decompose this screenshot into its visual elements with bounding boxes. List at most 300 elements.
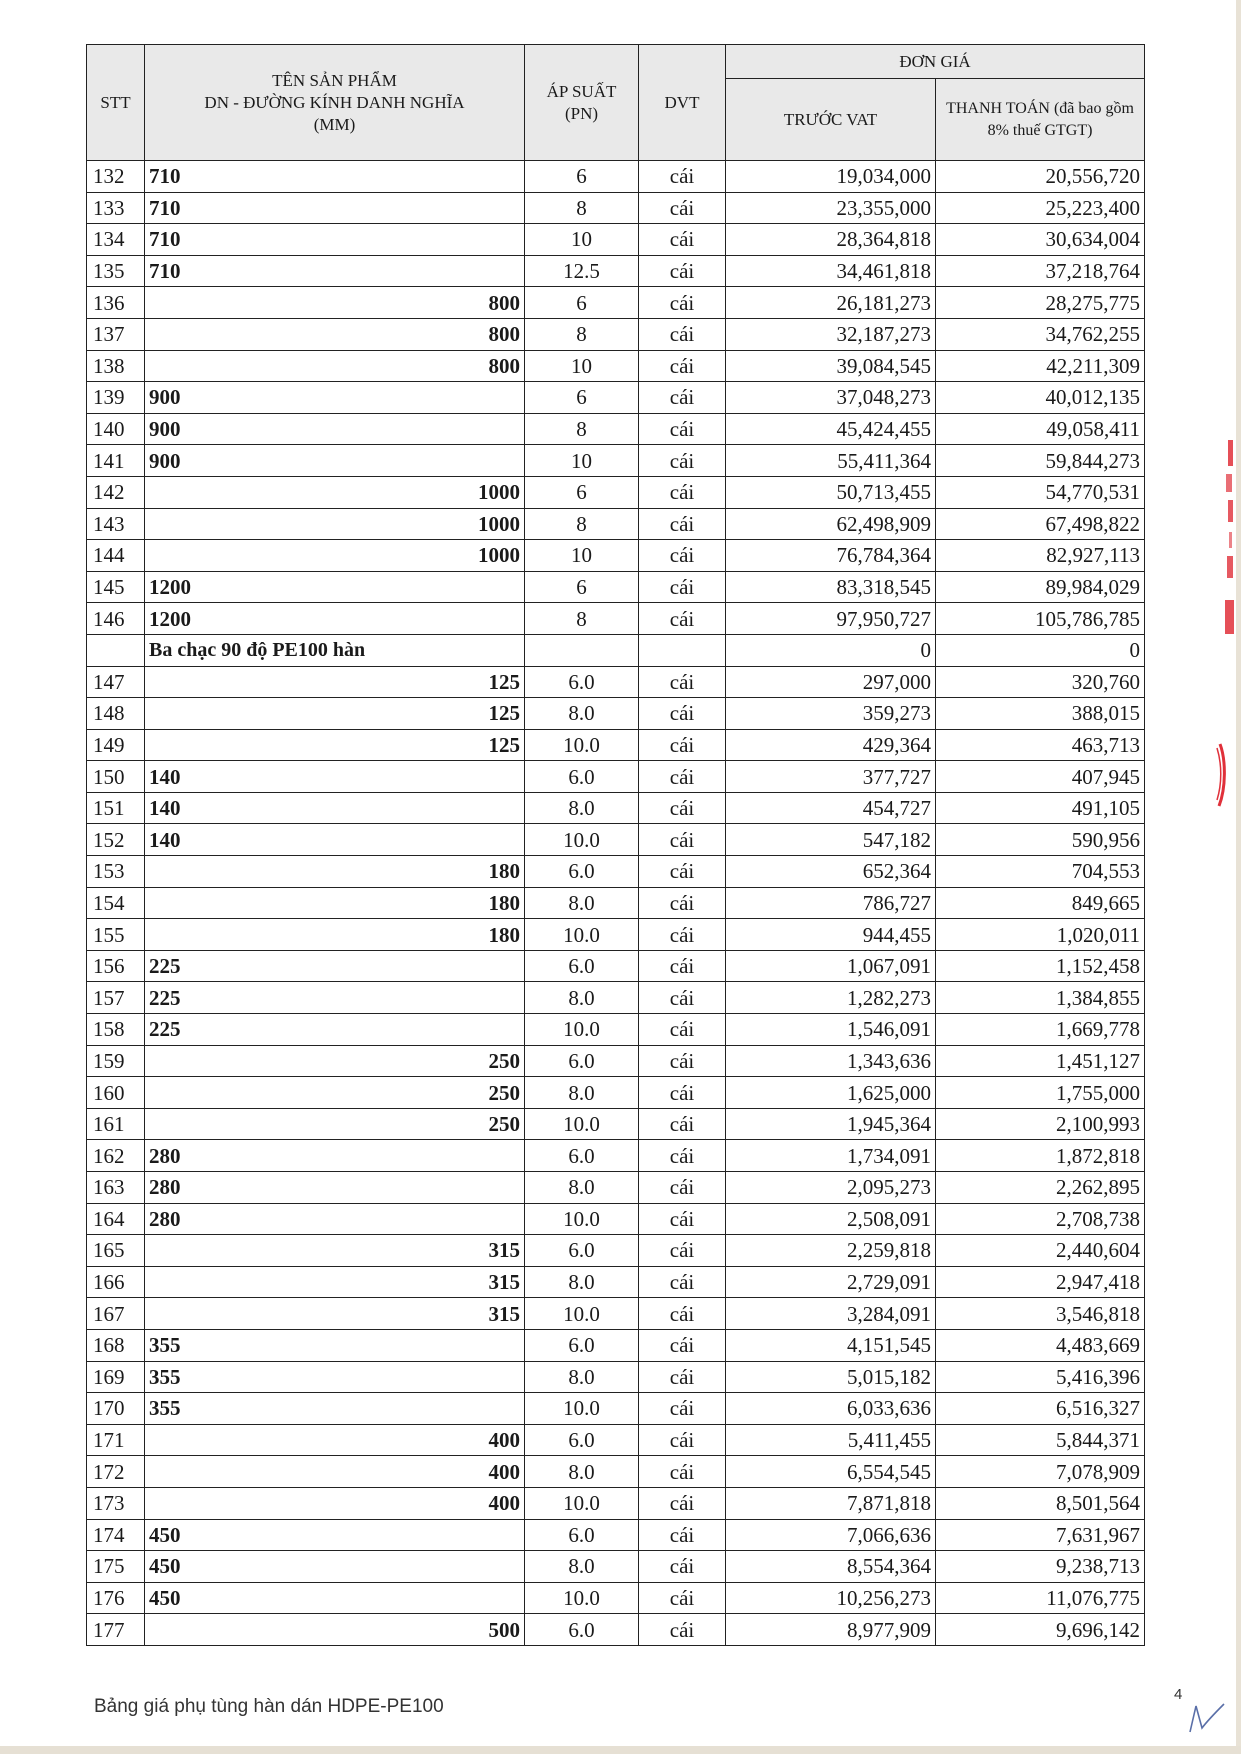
- price-payment-cell: 1,020,011: [936, 919, 1145, 951]
- table-row: [87, 1108, 1145, 1140]
- pressure-cell: 8.0: [525, 887, 639, 919]
- price-payment-cell: 54,770,531: [936, 476, 1145, 508]
- table-row: [87, 287, 1145, 319]
- table-body: [87, 161, 1145, 1646]
- dn-cell: 450: [145, 1551, 525, 1583]
- stt-cell: 145: [87, 571, 145, 603]
- table-row: [87, 445, 1145, 477]
- unit-cell: cái: [639, 1551, 726, 1583]
- stt-cell: [87, 634, 145, 666]
- price-payment-cell: 7,078,909: [936, 1456, 1145, 1488]
- footer-title: Bảng giá phụ tùng hàn dán HDPE-PE100: [94, 1696, 444, 1717]
- unit-cell: cái: [639, 887, 726, 919]
- price-payment-cell: 6,516,327: [936, 1393, 1145, 1425]
- dn-cell: 1000: [145, 508, 525, 540]
- price-before-vat-cell: 55,411,364: [726, 445, 936, 477]
- unit-cell: cái: [639, 445, 726, 477]
- pressure-cell: 10.0: [525, 919, 639, 951]
- pressure-cell: 10: [525, 540, 639, 572]
- price-before-vat-cell: 10,256,273: [726, 1582, 936, 1614]
- unit-cell: cái: [639, 255, 726, 287]
- table-row: [87, 824, 1145, 856]
- price-before-vat-cell: 377,727: [726, 761, 936, 793]
- pressure-cell: 10.0: [525, 1203, 639, 1235]
- price-before-vat-cell: 2,508,091: [726, 1203, 936, 1235]
- price-before-vat-cell: 5,411,455: [726, 1424, 936, 1456]
- dn-cell: 400: [145, 1424, 525, 1456]
- price-before-vat-cell: 1,625,000: [726, 1077, 936, 1109]
- price-before-vat-cell: 7,066,636: [726, 1519, 936, 1551]
- price-before-vat-cell: 0: [726, 634, 936, 666]
- unit-cell: cái: [639, 413, 726, 445]
- stt-cell: 152: [87, 824, 145, 856]
- table-row: [87, 792, 1145, 824]
- stt-cell: 150: [87, 761, 145, 793]
- dn-cell: 180: [145, 919, 525, 951]
- price-payment-cell: 59,844,273: [936, 445, 1145, 477]
- price-payment-cell: 20,556,720: [936, 161, 1145, 193]
- price-payment-cell: 4,483,669: [936, 1329, 1145, 1361]
- price-payment-cell: 1,755,000: [936, 1077, 1145, 1109]
- header-payment: THANH TOÁN (đã bao gồm 8% thuế GTGT): [936, 79, 1145, 161]
- price-payment-cell: 8,501,564: [936, 1487, 1145, 1519]
- table-row: [87, 666, 1145, 698]
- stt-cell: 164: [87, 1203, 145, 1235]
- unit-cell: cái: [639, 1140, 726, 1172]
- stt-cell: 143: [87, 508, 145, 540]
- dn-cell: 280: [145, 1172, 525, 1204]
- price-before-vat-cell: 50,713,455: [726, 476, 936, 508]
- unit-cell: cái: [639, 603, 726, 635]
- table-row: [87, 1456, 1145, 1488]
- price-payment-cell: 2,100,993: [936, 1108, 1145, 1140]
- stt-cell: 167: [87, 1298, 145, 1330]
- table-row: [87, 1203, 1145, 1235]
- stt-cell: 174: [87, 1519, 145, 1551]
- price-payment-cell: 2,262,895: [936, 1172, 1145, 1204]
- table-row: [87, 1582, 1145, 1614]
- unit-cell: cái: [639, 1393, 726, 1425]
- price-before-vat-cell: 26,181,273: [726, 287, 936, 319]
- pressure-cell: 6.0: [525, 1045, 639, 1077]
- unit-cell: cái: [639, 508, 726, 540]
- stt-cell: 148: [87, 698, 145, 730]
- price-payment-cell: 388,015: [936, 698, 1145, 730]
- dn-cell: 500: [145, 1614, 525, 1646]
- header-stt: STT: [87, 45, 145, 161]
- dn-cell: 800: [145, 287, 525, 319]
- dn-cell: 315: [145, 1235, 525, 1267]
- price-before-vat-cell: 5,015,182: [726, 1361, 936, 1393]
- dn-cell: 1200: [145, 571, 525, 603]
- unit-cell: cái: [639, 287, 726, 319]
- unit-cell: cái: [639, 1298, 726, 1330]
- price-payment-cell: 463,713: [936, 729, 1145, 761]
- table-row: [87, 1519, 1145, 1551]
- table-row: [87, 950, 1145, 982]
- unit-cell: [639, 634, 726, 666]
- pressure-cell: 6.0: [525, 1140, 639, 1172]
- dn-cell: 315: [145, 1266, 525, 1298]
- unit-cell: cái: [639, 1203, 726, 1235]
- price-before-vat-cell: 97,950,727: [726, 603, 936, 635]
- price-before-vat-cell: 1,282,273: [726, 982, 936, 1014]
- price-before-vat-cell: 37,048,273: [726, 382, 936, 414]
- price-payment-cell: 40,012,135: [936, 382, 1145, 414]
- table-row: [87, 1014, 1145, 1046]
- table-row: [87, 224, 1145, 256]
- price-payment-cell: 2,947,418: [936, 1266, 1145, 1298]
- dn-cell: 125: [145, 666, 525, 698]
- unit-cell: cái: [639, 950, 726, 982]
- dn-cell: 225: [145, 950, 525, 982]
- price-before-vat-cell: 454,727: [726, 792, 936, 824]
- price-payment-cell: 2,440,604: [936, 1235, 1145, 1267]
- unit-cell: cái: [639, 1014, 726, 1046]
- table-header: [87, 45, 1145, 161]
- dn-cell: 180: [145, 856, 525, 888]
- price-payment-cell: 0: [936, 634, 1145, 666]
- pressure-cell: 10.0: [525, 1108, 639, 1140]
- price-payment-cell: 320,760: [936, 666, 1145, 698]
- pressure-cell: 8: [525, 192, 639, 224]
- unit-cell: cái: [639, 919, 726, 951]
- header-product-line1: TÊN SẢN PHẨM: [272, 70, 397, 90]
- stt-cell: 147: [87, 666, 145, 698]
- stt-cell: 171: [87, 1424, 145, 1456]
- dn-cell: 250: [145, 1077, 525, 1109]
- table-row: [87, 476, 1145, 508]
- pressure-cell: 10: [525, 224, 639, 256]
- unit-cell: cái: [639, 1519, 726, 1551]
- unit-cell: cái: [639, 161, 726, 193]
- pressure-cell: 6.0: [525, 1329, 639, 1361]
- price-payment-cell: 67,498,822: [936, 508, 1145, 540]
- table-row: [87, 856, 1145, 888]
- stt-cell: 140: [87, 413, 145, 445]
- price-payment-cell: 9,238,713: [936, 1551, 1145, 1583]
- price-before-vat-cell: 547,182: [726, 824, 936, 856]
- price-payment-cell: 25,223,400: [936, 192, 1145, 224]
- pressure-cell: 10.0: [525, 1582, 639, 1614]
- unit-cell: cái: [639, 1266, 726, 1298]
- pressure-cell: 8.0: [525, 1266, 639, 1298]
- price-before-vat-cell: 6,033,636: [726, 1393, 936, 1425]
- stt-cell: 156: [87, 950, 145, 982]
- price-payment-cell: 42,211,309: [936, 350, 1145, 382]
- price-table: [86, 44, 1145, 1646]
- stt-cell: 133: [87, 192, 145, 224]
- stt-cell: 144: [87, 540, 145, 572]
- stt-cell: 170: [87, 1393, 145, 1425]
- price-payment-cell: 1,384,855: [936, 982, 1145, 1014]
- pressure-cell: 6: [525, 476, 639, 508]
- price-before-vat-cell: 83,318,545: [726, 571, 936, 603]
- table-row: [87, 1172, 1145, 1204]
- table-row: [87, 1235, 1145, 1267]
- stt-cell: 159: [87, 1045, 145, 1077]
- header-product: [145, 45, 525, 161]
- pressure-cell: 8: [525, 318, 639, 350]
- unit-cell: cái: [639, 1108, 726, 1140]
- pressure-cell: 6: [525, 287, 639, 319]
- table-row: [87, 1140, 1145, 1172]
- price-before-vat-cell: 1,945,364: [726, 1108, 936, 1140]
- stt-cell: 134: [87, 224, 145, 256]
- pressure-cell: 8.0: [525, 1077, 639, 1109]
- unit-cell: cái: [639, 1582, 726, 1614]
- pressure-cell: 8.0: [525, 1456, 639, 1488]
- pressure-cell: 8: [525, 413, 639, 445]
- unit-cell: cái: [639, 1172, 726, 1204]
- pressure-cell: 6: [525, 161, 639, 193]
- stt-cell: 163: [87, 1172, 145, 1204]
- table-row: [87, 192, 1145, 224]
- red-pen-mark: [1216, 740, 1230, 810]
- table-row: [87, 1424, 1145, 1456]
- dn-cell: 710: [145, 192, 525, 224]
- dn-cell: 140: [145, 792, 525, 824]
- unit-cell: cái: [639, 856, 726, 888]
- price-before-vat-cell: 1,343,636: [726, 1045, 936, 1077]
- pressure-cell: 10.0: [525, 1393, 639, 1425]
- scan-bottom-edge: [0, 1746, 1241, 1754]
- stt-cell: 135: [87, 255, 145, 287]
- stt-cell: 175: [87, 1551, 145, 1583]
- unit-cell: cái: [639, 1361, 726, 1393]
- price-payment-cell: 28,275,775: [936, 287, 1145, 319]
- pressure-cell: 10: [525, 350, 639, 382]
- header-pressure: [525, 45, 639, 161]
- dn-cell: 710: [145, 255, 525, 287]
- price-payment-cell: 5,416,396: [936, 1361, 1145, 1393]
- price-payment-cell: 11,076,775: [936, 1582, 1145, 1614]
- table-row: [87, 318, 1145, 350]
- price-payment-cell: 105,786,785: [936, 603, 1145, 635]
- pressure-cell: 6: [525, 571, 639, 603]
- group-header-row: [87, 634, 1145, 666]
- unit-cell: cái: [639, 1456, 726, 1488]
- stt-cell: 177: [87, 1614, 145, 1646]
- stt-cell: 176: [87, 1582, 145, 1614]
- dn-cell: 710: [145, 224, 525, 256]
- unit-cell: cái: [639, 982, 726, 1014]
- unit-cell: cái: [639, 792, 726, 824]
- unit-cell: cái: [639, 761, 726, 793]
- stt-cell: 153: [87, 856, 145, 888]
- price-before-vat-cell: 3,284,091: [726, 1298, 936, 1330]
- unit-cell: cái: [639, 318, 726, 350]
- pressure-cell: 8.0: [525, 792, 639, 824]
- pressure-cell: 8.0: [525, 1551, 639, 1583]
- price-before-vat-cell: 23,355,000: [726, 192, 936, 224]
- header-product-line2: DN - ĐƯỜNG KÍNH DANH NGHĨA: [204, 92, 465, 112]
- handwritten-initials: [1186, 1700, 1226, 1736]
- table-row: [87, 1551, 1145, 1583]
- scan-edge: [1236, 0, 1241, 1754]
- pressure-cell: 6.0: [525, 856, 639, 888]
- stt-cell: 132: [87, 161, 145, 193]
- table-row: [87, 571, 1145, 603]
- price-before-vat-cell: 39,084,545: [726, 350, 936, 382]
- dn-cell: 800: [145, 318, 525, 350]
- unit-cell: cái: [639, 1045, 726, 1077]
- price-payment-cell: 7,631,967: [936, 1519, 1145, 1551]
- table-row: [87, 1045, 1145, 1077]
- pressure-cell: 6.0: [525, 666, 639, 698]
- unit-cell: cái: [639, 729, 726, 761]
- pressure-cell: 8.0: [525, 698, 639, 730]
- price-payment-cell: 5,844,371: [936, 1424, 1145, 1456]
- table-row: [87, 161, 1145, 193]
- dn-cell: 140: [145, 761, 525, 793]
- dn-cell: 315: [145, 1298, 525, 1330]
- price-payment-cell: 590,956: [936, 824, 1145, 856]
- dn-cell: 450: [145, 1582, 525, 1614]
- table-row: [87, 1077, 1145, 1109]
- price-payment-cell: 89,984,029: [936, 571, 1145, 603]
- pressure-cell: 8.0: [525, 1172, 639, 1204]
- dn-cell: 1200: [145, 603, 525, 635]
- price-payment-cell: 704,553: [936, 856, 1145, 888]
- pressure-cell: 6.0: [525, 1519, 639, 1551]
- pressure-cell: 6.0: [525, 761, 639, 793]
- table-row: [87, 1487, 1145, 1519]
- price-payment-cell: 407,945: [936, 761, 1145, 793]
- price-before-vat-cell: 4,151,545: [726, 1329, 936, 1361]
- pressure-cell: 6.0: [525, 1424, 639, 1456]
- table-row: [87, 919, 1145, 951]
- dn-cell: 800: [145, 350, 525, 382]
- stt-cell: 136: [87, 287, 145, 319]
- unit-cell: cái: [639, 1424, 726, 1456]
- dn-cell: 1000: [145, 540, 525, 572]
- price-before-vat-cell: 32,187,273: [726, 318, 936, 350]
- header-pressure-line2: (PN): [564, 103, 599, 123]
- header-product-line3: (MM): [313, 114, 356, 134]
- price-payment-cell: 34,762,255: [936, 318, 1145, 350]
- unit-cell: cái: [639, 666, 726, 698]
- stt-cell: 158: [87, 1014, 145, 1046]
- price-payment-cell: 3,546,818: [936, 1298, 1145, 1330]
- price-before-vat-cell: 1,734,091: [726, 1140, 936, 1172]
- price-before-vat-cell: 2,729,091: [726, 1266, 936, 1298]
- stt-cell: 137: [87, 318, 145, 350]
- stt-cell: 160: [87, 1077, 145, 1109]
- price-before-vat-cell: 429,364: [726, 729, 936, 761]
- group-title-cell: Ba chạc 90 độ PE100 hàn: [145, 634, 525, 666]
- table-row: [87, 729, 1145, 761]
- pressure-cell: 10.0: [525, 1014, 639, 1046]
- price-before-vat-cell: 2,095,273: [726, 1172, 936, 1204]
- table-row: [87, 982, 1145, 1014]
- price-before-vat-cell: 652,364: [726, 856, 936, 888]
- price-payment-cell: 49,058,411: [936, 413, 1145, 445]
- pressure-cell: 10: [525, 445, 639, 477]
- page-number: 4: [1174, 1686, 1183, 1703]
- stt-cell: 168: [87, 1329, 145, 1361]
- price-before-vat-cell: 7,871,818: [726, 1487, 936, 1519]
- price-payment-cell: 1,152,458: [936, 950, 1145, 982]
- stt-cell: 165: [87, 1235, 145, 1267]
- table-row: [87, 1266, 1145, 1298]
- pressure-cell: 10.0: [525, 824, 639, 856]
- dn-cell: 400: [145, 1487, 525, 1519]
- pressure-cell: 8.0: [525, 1361, 639, 1393]
- dn-cell: 400: [145, 1456, 525, 1488]
- unit-cell: cái: [639, 224, 726, 256]
- price-payment-cell: 2,708,738: [936, 1203, 1145, 1235]
- table-row: [87, 255, 1145, 287]
- stt-cell: 173: [87, 1487, 145, 1519]
- stt-cell: 155: [87, 919, 145, 951]
- dn-cell: 900: [145, 413, 525, 445]
- table-row: [87, 1361, 1145, 1393]
- price-payment-cell: 37,218,764: [936, 255, 1145, 287]
- unit-cell: cái: [639, 476, 726, 508]
- pressure-cell: 6: [525, 382, 639, 414]
- stt-cell: 169: [87, 1361, 145, 1393]
- price-payment-cell: 9,696,142: [936, 1614, 1145, 1646]
- price-before-vat-cell: 28,364,818: [726, 224, 936, 256]
- price-before-vat-cell: 62,498,909: [726, 508, 936, 540]
- price-payment-cell: 491,105: [936, 792, 1145, 824]
- pressure-cell: 8.0: [525, 982, 639, 1014]
- price-before-vat-cell: 297,000: [726, 666, 936, 698]
- header-unit: DVT: [639, 45, 726, 161]
- dn-cell: 1000: [145, 476, 525, 508]
- dn-cell: 900: [145, 382, 525, 414]
- table-row: [87, 413, 1145, 445]
- table-row: [87, 887, 1145, 919]
- unit-cell: cái: [639, 571, 726, 603]
- header-price-group: ĐƠN GIÁ: [726, 45, 1145, 79]
- unit-cell: cái: [639, 698, 726, 730]
- unit-cell: cái: [639, 192, 726, 224]
- dn-cell: 225: [145, 1014, 525, 1046]
- unit-cell: cái: [639, 350, 726, 382]
- price-before-vat-cell: 1,067,091: [726, 950, 936, 982]
- pressure-cell: 8: [525, 603, 639, 635]
- table-row: [87, 350, 1145, 382]
- unit-cell: cái: [639, 1487, 726, 1519]
- price-before-vat-cell: 45,424,455: [726, 413, 936, 445]
- price-before-vat-cell: 6,554,545: [726, 1456, 936, 1488]
- pressure-cell: 10.0: [525, 1487, 639, 1519]
- price-before-vat-cell: 8,977,909: [726, 1614, 936, 1646]
- price-payment-cell: 849,665: [936, 887, 1145, 919]
- pressure-cell: 8: [525, 508, 639, 540]
- dn-cell: 900: [145, 445, 525, 477]
- dn-cell: 250: [145, 1045, 525, 1077]
- unit-cell: cái: [639, 1329, 726, 1361]
- table-row: [87, 1393, 1145, 1425]
- table-row: [87, 603, 1145, 635]
- unit-cell: cái: [639, 1235, 726, 1267]
- table-row: [87, 698, 1145, 730]
- dn-cell: 450: [145, 1519, 525, 1551]
- stt-cell: 149: [87, 729, 145, 761]
- dn-cell: 250: [145, 1108, 525, 1140]
- price-payment-cell: 1,451,127: [936, 1045, 1145, 1077]
- price-before-vat-cell: 8,554,364: [726, 1551, 936, 1583]
- table-row: [87, 508, 1145, 540]
- dn-cell: 355: [145, 1329, 525, 1361]
- unit-cell: cái: [639, 1077, 726, 1109]
- dn-cell: 355: [145, 1393, 525, 1425]
- price-payment-cell: 1,872,818: [936, 1140, 1145, 1172]
- price-before-vat-cell: 359,273: [726, 698, 936, 730]
